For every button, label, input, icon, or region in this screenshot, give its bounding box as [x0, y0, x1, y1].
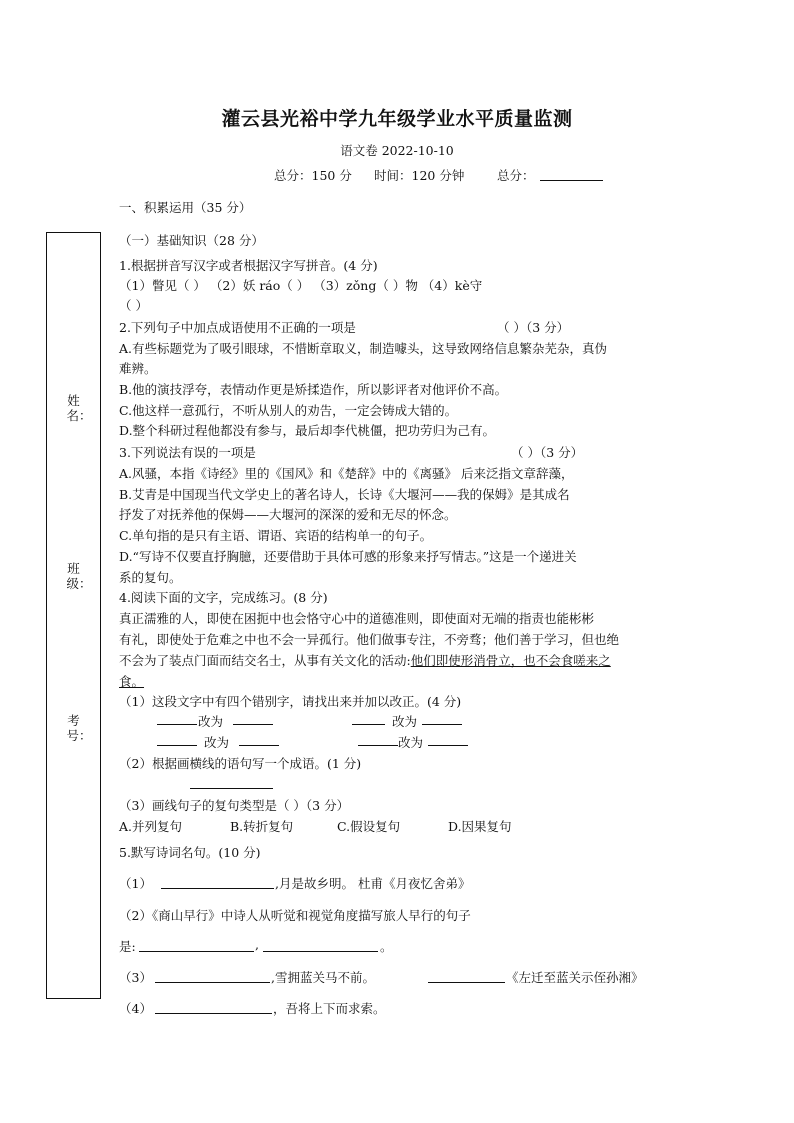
- q3-stem: 3.下列说法有误的一项是: [119, 445, 256, 460]
- class-label: 班级：: [66, 561, 92, 591]
- q2-option-a-cont: 难辨。: [119, 361, 157, 376]
- q4-sub1: （1）这段文字中有四个错别字，请找出来并加以改正。(4 分): [119, 694, 462, 709]
- q2-option-a: A.有些标题党为了吸引眼球，不惜断章取义，制造噱头，这导致网络信息繁杂芜杂，真伪: [119, 341, 608, 356]
- q5-punct: 。: [380, 939, 393, 954]
- q4-option-a: A.并列复句: [119, 819, 183, 834]
- q3-answer: （ ）（3 分）: [511, 445, 584, 460]
- total-score-label: 总分：150 分: [274, 168, 352, 183]
- poem-blank[interactable]: [428, 970, 505, 983]
- subsection-heading: （一）基础知识（28 分）: [119, 233, 264, 248]
- correction-blank[interactable]: [422, 712, 462, 725]
- idiom-blank[interactable]: [190, 776, 273, 789]
- correction-blank[interactable]: [352, 712, 385, 725]
- correction-blank[interactable]: [157, 733, 197, 746]
- q3-option-d-cont: 系的复句。: [119, 570, 182, 585]
- underlined-sentence-end: 食。: [119, 674, 145, 689]
- q1-paren: （ ）: [119, 298, 148, 313]
- poem-blank[interactable]: [161, 876, 274, 889]
- time-label: 时间：120 分钟: [374, 168, 465, 183]
- q2-answer: （ ）（3 分）: [497, 320, 570, 335]
- q4-option-b: B.转折复句: [230, 819, 294, 834]
- q5-item-text: 《左迁至蓝关示侄孙湘》: [506, 970, 644, 985]
- q5-item-number: （1）: [119, 876, 152, 891]
- correction-blank[interactable]: [428, 733, 468, 746]
- name-label: 姓名：: [66, 393, 92, 423]
- score-label: 总分：: [497, 168, 535, 183]
- correction-blank[interactable]: [233, 712, 273, 725]
- q1-stem: 1.根据拼音写汉字或者根据汉字写拼音。(4 分): [119, 258, 378, 273]
- q2-stem: 2.下列句子中加点成语使用不正确的一项是: [119, 320, 356, 335]
- score-blank[interactable]: [540, 168, 603, 181]
- q3-option-a: A.风骚，本指《诗经》里的《国风》和《楚辞》中的《离骚》 后来泛指文章辞藻，: [119, 466, 574, 481]
- q5-item-number: （3）: [119, 970, 152, 985]
- q2-option-b: B.他的演技浮夸，表情动作更是矫揉造作，所以影评者对他评价不高。: [119, 382, 508, 397]
- poem-blank[interactable]: [155, 970, 270, 983]
- q2-option-c: C.他这样一意孤行，不听从别人的劝告，一定会铸成大错的。: [119, 403, 458, 418]
- q3-option-d: D.“写诗不仅要直抒胸臆，还要借助于具体可感的形象来抒写情志。”这是一个递进关: [119, 549, 577, 564]
- q3-option-b: B.艾青是中国现当代文学史上的著名诗人，长诗《大堰河——我的保姆》是其成名: [119, 487, 570, 502]
- change-to-label: 改为: [398, 735, 424, 750]
- q3-option-b-cont: 抒发了对抚养他的保姆——大堰河的深深的爱和无尽的怀念。: [119, 507, 457, 522]
- exam-title: 灌云县光裕中学九年级学业水平质量监测: [221, 108, 573, 130]
- q4-passage-line: 真正濡雅的人，即使在困扼中也会恪守心中的道德准则，即使面对无端的指责也能彬彬: [119, 611, 595, 626]
- exam-subtitle: 语文卷 2022-10-10: [340, 143, 454, 158]
- q1-items: （1）瞥见（ ） （2）妖 ráo（ ） （3）zǒng（ ）物 （4）kè守: [119, 278, 483, 293]
- poem-blank[interactable]: [139, 939, 254, 952]
- correction-blank[interactable]: [239, 733, 279, 746]
- q5-item-text: ,雪拥蓝关马不前。: [271, 970, 375, 985]
- change-to-label: 改为: [204, 735, 230, 750]
- exam-number-label: 考号：: [66, 713, 92, 743]
- correction-blank[interactable]: [157, 712, 197, 725]
- q5-item-text: （2）《商山早行》中诗人从听觉和视觉角度描写旅人早行的句子: [119, 908, 471, 923]
- q5-item-text: 是:: [119, 939, 136, 954]
- student-info-box: [46, 232, 101, 999]
- q4-sub2: （2）根据画横线的语句写一个成语。(1 分): [119, 756, 362, 771]
- q3-option-c: C.单句指的是只有主语、谓语、宾语的结构单一的句子。: [119, 528, 433, 543]
- change-to-label: 改为: [198, 714, 224, 729]
- q4-passage-line: 不会为了装点门面而结交名士，从事有关文化的活动:他们即使形消骨立，也不会食嗟来之: [119, 653, 611, 668]
- poem-blank[interactable]: [263, 939, 378, 952]
- q2-option-d: D.整个科研过程他都没有参与，最后却李代桃僵，把功劳归为己有。: [119, 423, 496, 438]
- q5-punct: ,: [255, 937, 259, 952]
- q5-item-text: ，吾将上下而求索。: [273, 1001, 386, 1016]
- section-heading: 一、积累运用（35 分）: [119, 200, 252, 215]
- q4-passage-line: 有礼，即使处于危难之中也不会一异孤行。他们做事专注，不旁骛；他们善于学习，但也绝: [119, 632, 620, 647]
- q4-option-d: D.因果复句: [448, 819, 512, 834]
- underlined-sentence: 他们即使形消骨立，也不会食嗟来之: [410, 653, 611, 668]
- q4-sub3: （3）画线句子的复句类型是（ ）（3 分）: [119, 798, 350, 813]
- q4-option-c: C.假设复句: [337, 819, 401, 834]
- q4-stem: 4.阅读下面的文字，完成练习。(8 分): [119, 590, 328, 605]
- correction-blank[interactable]: [358, 733, 398, 746]
- poem-blank[interactable]: [155, 1001, 272, 1014]
- q5-item-number: （4）: [119, 1001, 152, 1016]
- q5-item-text: ,月是故乡明。 杜甫《月夜忆舍弟》: [275, 876, 471, 891]
- q5-stem: 5.默写诗词名句。(10 分): [119, 845, 261, 860]
- change-to-label: 改为: [392, 714, 418, 729]
